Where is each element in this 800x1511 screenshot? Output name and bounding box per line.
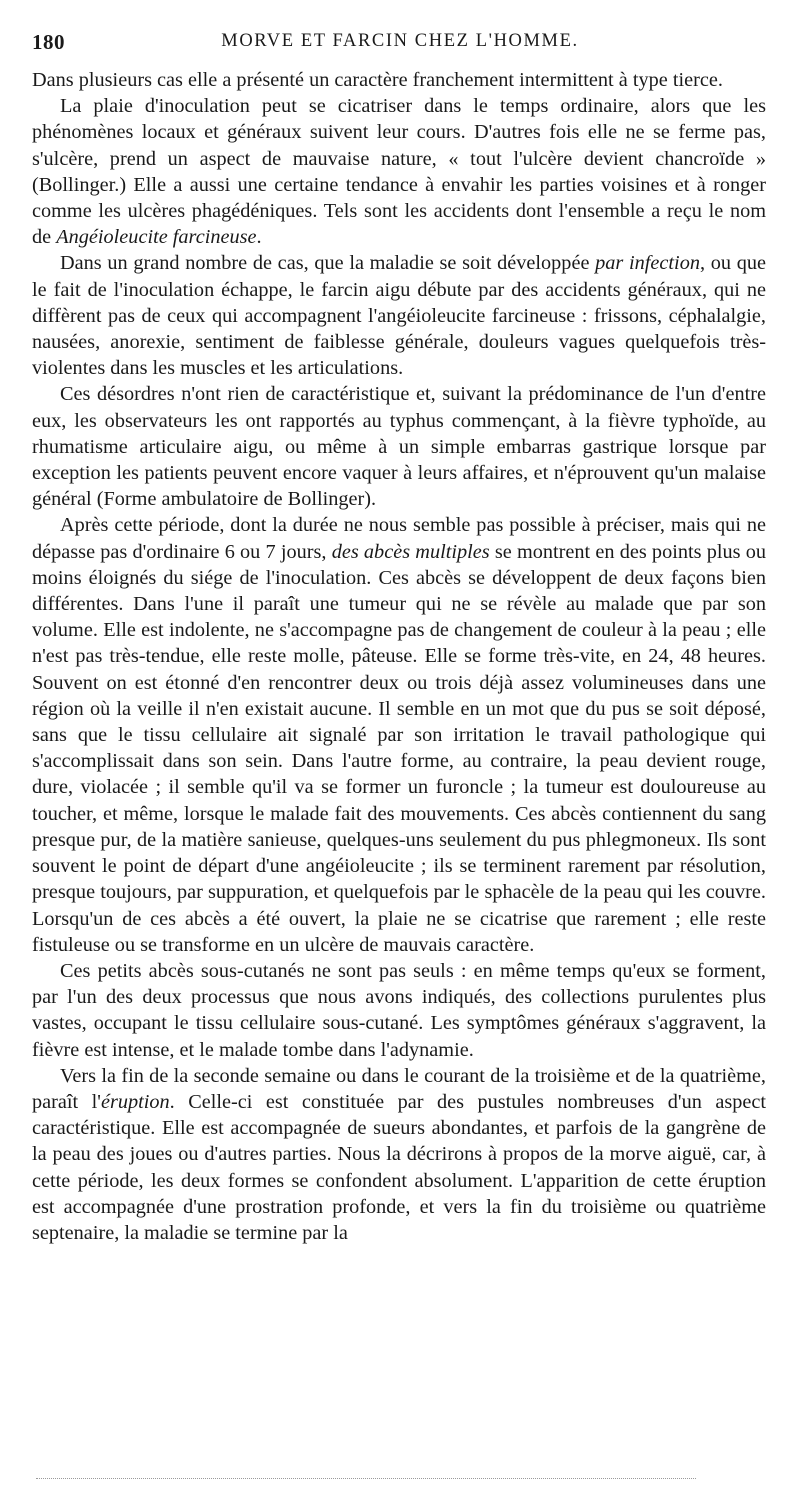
bottom-dotted-rule (36, 1478, 696, 1479)
paragraph-text: Après cette période, dont la durée ne nous semble pas possible à préciser, mais qui ne dépasse pas d'ordinaire 6 ou 7 jours, (32, 514, 766, 563)
paragraph-text: Ces désordres n'ont rien de caractéristique et, suivant la prédominance de l'un d'entre eux, les observateurs les ont rapportés au typhus commençant, à la fièvre typhoïde, au rhumatisme articulaire aigu, ou même à un simple embarras gastrique lorsque par exception les patients peuvent encore vaquer à leurs affaires, et n'éprouvent qu'un malaise général (Forme ambulatoire de Bollinger). (32, 383, 766, 511)
paragraph-inoculation-wound (32, 93, 766, 250)
paragraph-text: Ces petits abcès sous-cutanés ne sont pas seuls : en même temps qu'eux se forment, par l'un des deux processus que nous avons indiqués, des collections purulentes plus vastes, occupant le tissu cellulaire sous-cutané. Les symptômes généraux s'aggravent, la fièvre est intense, et le malade tombe dans l'adynamie. (32, 959, 766, 1061)
paragraph-text: Vers la fin de la seconde semaine ou dans le courant de la troisième et de la quatrième, paraît l' (32, 1064, 766, 1113)
italic-term-eruption: éruption (100, 1090, 170, 1113)
paragraph-disorders (32, 381, 766, 512)
running-head-title: MORVE ET FARCIN CHEZ L'HOMME. (221, 31, 579, 51)
italic-term-abces-multiples: des abcès multiples (331, 540, 490, 563)
italic-term-infection: par infection (595, 252, 700, 275)
paragraph-text: , ou que le fait de l'inoculation échappe, le farcin aigu débute par des accidents généraux, qui ne diffèrent pas de ceux qui accompagnent l'angéioleucite farcineuse : frissons, céphalalgie, nausées, anorexie, sentiment de faiblesse générale, douleurs vagues quelquefois très-violentes dans les muscles et les articulations. (32, 252, 766, 380)
paragraph-general-accidents (32, 250, 766, 381)
paragraph-text: Dans un grand nombre de cas, que la maladie se soit développée (60, 252, 596, 275)
paragraph-abscesses (32, 512, 766, 957)
paragraph-text: La plaie d'inoculation peut se cicatriser dans le temps ordinaire, alors que les phénomènes locaux et généraux suivent leur cours. D'autres fois elle ne se ferme pas, s'ulcère, prend un aspect de mauvaise nature, « tout l'ulcère devient chancroïde » (Bollinger.) Elle a aussi une certaine tendance à envahir les parties voisines et à ronger comme les ulcères phagédéniques. Tels sont les accidents dont l'ensemble a reçu le nom de (32, 95, 766, 249)
page-number: 180 (32, 30, 65, 54)
paragraph-text: se montrent en des points plus ou moins éloignés du siége de l'inoculation. Ces abcès se développent de deux façons bien différentes. Dans l'une il paraît une tumeur qui ne se révèle au malade que par son volume. Elle est indolente, ne s'accompagne pas de changement de couleur à la peau ; elle n'est pas très-tendue, elle reste molle, pâteuse. Elle se forme très-vite, en 24, 48 heures. Souvent on est étonné d'en rencontrer deux ou trois déjà assez volumineuses dans une région où la veille il n'en existait aucune. Il semble en un mot que du pus se soit déposé, sans que le tissu cellulaire ait signalé par son irritation le travail pathologique qui s'accomplissait dans son sein. Dans l'autre forme, au contraire, la peau devient rouge, dure, violacée ; il semble qu'il va se former un furoncle ; la tumeur est douloureuse au toucher, et même, lorsque le malade fait des mouvements. Ces abcès contiennent du sang presque pur, de la matière sanieuse, quelques-uns seulement du pus phlegmoneux. Ils sont souvent le point de départ d'une angéioleucite ; ils se terminent rarement par résolution, presque toujours, par suppuration, et quelquefois par le sphacèle de la peau qui les couvre. Lorsqu'un de ces abcès a été ouvert, la plaie ne se cicatrise que rarement ; elle reste fistuleuse ou se transforme en un ulcère de mauvais caractère. (32, 540, 766, 956)
paragraph-eruption (32, 1063, 766, 1246)
paragraph-subcutaneous-abscesses (32, 958, 766, 1063)
paragraph-continued (32, 67, 766, 93)
body-text (32, 67, 766, 1246)
paragraph-text: . Celle-ci est constituée par des pustules nombreuses d'un aspect caractéristique. Elle est accompagnée de sueurs abondantes, et parfois de la gangrène de la peau des joues ou d'autres parties. Nous la décrirons à propos de la morve aiguë, car, à cette période, les deux formes se confondent absolument. L'apparition de cette éruption est accompagnée d'une prostration profonde, et vers la fin du troisième ou quatrième septenaire, la maladie se termine par la (32, 1090, 767, 1244)
paragraph-text: Dans plusieurs cas elle a présenté un caractère franchement intermittent à type tierce. (32, 69, 723, 91)
paragraph-text: . (256, 226, 262, 249)
italic-term-angeioleucite: Angéioleucite farcineuse (56, 226, 257, 249)
running-head (32, 30, 768, 60)
